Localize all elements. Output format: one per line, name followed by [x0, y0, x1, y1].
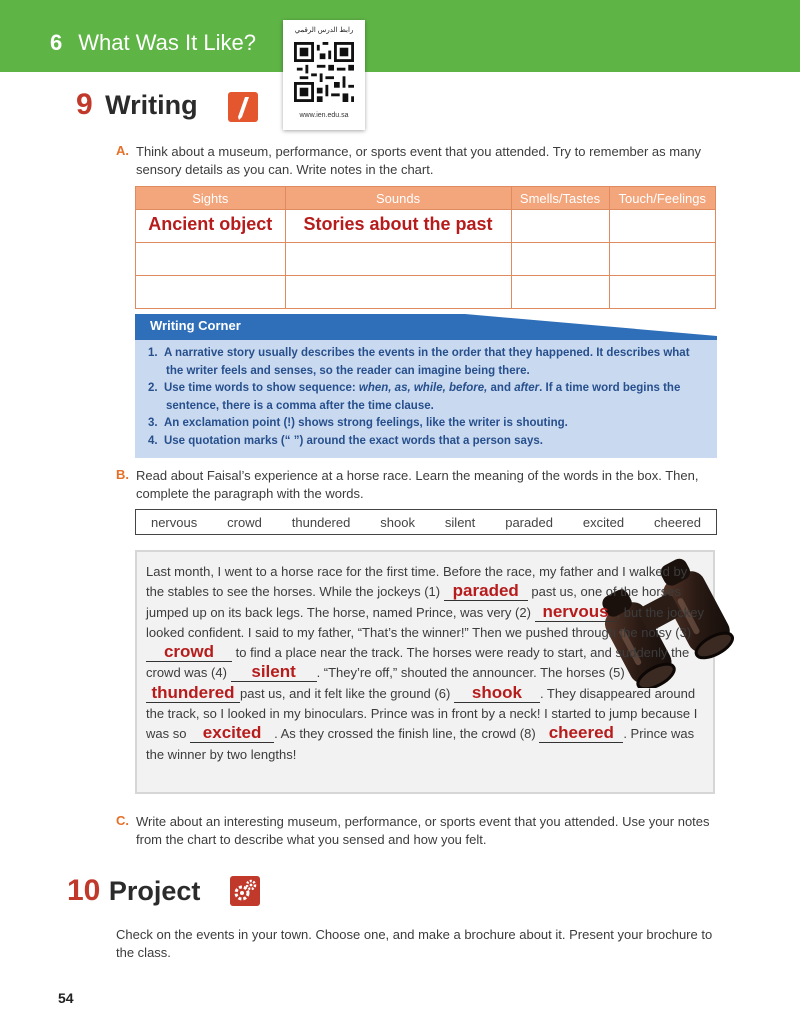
instruction-letter: A. — [116, 143, 129, 158]
instruction-text: Read about Faisal’s experience at a horse race. Learn the meaning of the words in the box. Then, complete the paragraph with the words. — [136, 468, 699, 501]
answer-blank[interactable]: paraded — [452, 581, 519, 601]
chart-header-cell: Touch/Feelings — [609, 187, 716, 210]
chart-cell[interactable] — [609, 210, 716, 243]
word-box — [135, 509, 717, 535]
word-box-item: nervous — [150, 514, 198, 530]
list-item: 2. Use time words to show sequence: when, as, while, before, and after. If a time word begins the sentence, there is a comma after the time clause. — [148, 382, 681, 412]
instruction-text: Think about a museum, performance, or sports event that you attended. Try to remember as many sensory details as you can. Write notes in the chart. — [136, 144, 702, 177]
chart-cell[interactable] — [511, 210, 609, 243]
chart-cell[interactable] — [609, 276, 716, 309]
project-text: Check on the events in your town. Choose one, and make a brochure about it. Present your brochure to the class. — [116, 927, 713, 960]
word-box-item: excited — [582, 514, 625, 530]
chart-cell[interactable] — [136, 276, 286, 309]
gears-icon — [230, 876, 260, 906]
project-heading — [67, 874, 200, 908]
answer-blank[interactable]: cheered — [548, 723, 614, 743]
answer-blank[interactable]: thundered — [151, 682, 235, 702]
chart-header-cell: Sounds — [285, 187, 511, 210]
chart-row — [136, 276, 716, 309]
qr-card[interactable] — [283, 20, 365, 130]
pencil-icon — [228, 92, 258, 122]
page-number: 54 — [58, 990, 74, 1006]
section-number: 9 — [76, 88, 93, 121]
word-box-item: thundered — [291, 514, 351, 530]
word-box-item: cheered — [654, 514, 701, 530]
section-title: Project — [108, 876, 201, 906]
chapter-title — [50, 30, 256, 56]
chart-cell[interactable] — [511, 243, 609, 276]
chapter-title-text: What Was It Like? — [78, 30, 256, 55]
chapter-number: 6 — [50, 30, 63, 55]
chart-cell[interactable] — [136, 243, 286, 276]
chart-cell[interactable]: Stories about the past — [285, 210, 511, 243]
word-box-item: silent — [444, 514, 476, 530]
chart-row — [136, 243, 716, 276]
story-paragraph: Last month, I went to a horse race for the first time. Before the race, my father and I walked by the stables to see the horses. While the jockeys (1) paraded past us, one of the horses jumped up on its back legs. The horse, named Prince, was very (2) nervous , but the jockey looked confident. I said to my father, “That’s the winner!” Then we pushed through the noisy (3) crowd to find a place near the track. The horses were ready to start, and suddenly the crowd was (4) silent . “They’re off,” shouted the announcer. The horses (5)thundered past us, and it felt like the ground (6) shook . They disappeared around the track, so I looked in my binoculars. Prince was in front by a neck! I started to jump because I was so excited . As they crossed the finish line, the crowd (8) cheered . Prince was the winner by two lengths! — [146, 564, 704, 762]
instruction-b — [116, 467, 716, 503]
answer-blank[interactable]: shook — [471, 682, 522, 702]
instruction-a — [116, 143, 716, 179]
chart-cell[interactable] — [285, 276, 511, 309]
answer-blank[interactable]: crowd — [163, 642, 215, 662]
word-box-item: paraded — [505, 514, 553, 530]
chart-header-row — [136, 187, 716, 210]
qr-url: www.ien.edu.sa — [299, 112, 349, 119]
qr-code-icon[interactable] — [294, 42, 354, 102]
chart-cell[interactable] — [609, 243, 716, 276]
answer-blank[interactable]: excited — [202, 723, 262, 743]
chart-header-cell: Sights — [136, 187, 286, 210]
chart-cell[interactable]: Ancient object — [136, 210, 286, 243]
sensory-chart — [135, 186, 716, 309]
chart-row — [136, 210, 716, 243]
section-number: 10 — [67, 874, 101, 907]
list-item: 1. A narrative story usually describes the events in the order that they happened. It describes what the writer feels and senses, so the reader can imagine being there. — [148, 347, 690, 377]
word-box-item: crowd — [227, 514, 262, 530]
chart-header-cell: Smells/Tastes — [511, 187, 609, 210]
instruction-letter: C. — [116, 813, 129, 828]
chart-cell[interactable] — [511, 276, 609, 309]
word-box-item: shook — [380, 514, 415, 530]
section-title: Writing — [105, 90, 198, 120]
chart-cell[interactable] — [285, 243, 511, 276]
list-item: 3. An exclamation point (!) shows strong feelings, like the writer is shouting. — [148, 417, 568, 429]
instruction-c — [116, 813, 716, 849]
writing-corner-title: Writing Corner — [150, 318, 241, 333]
answer-blank[interactable]: nervous — [542, 601, 609, 621]
writing-corner-list — [148, 345, 708, 450]
answer-blank[interactable]: silent — [251, 662, 296, 682]
qr-label: رابط الدرس الرقمي — [294, 27, 354, 34]
instruction-letter: B. — [116, 467, 129, 482]
list-item: 4. Use quotation marks (“ ”) around the exact words that a person says. — [148, 434, 543, 447]
instruction-text: Write about an interesting museum, performance, or sports event that you attended. Use your notes from the chart to describe what you sensed and how you felt. — [136, 814, 710, 847]
writing-heading — [76, 88, 198, 122]
